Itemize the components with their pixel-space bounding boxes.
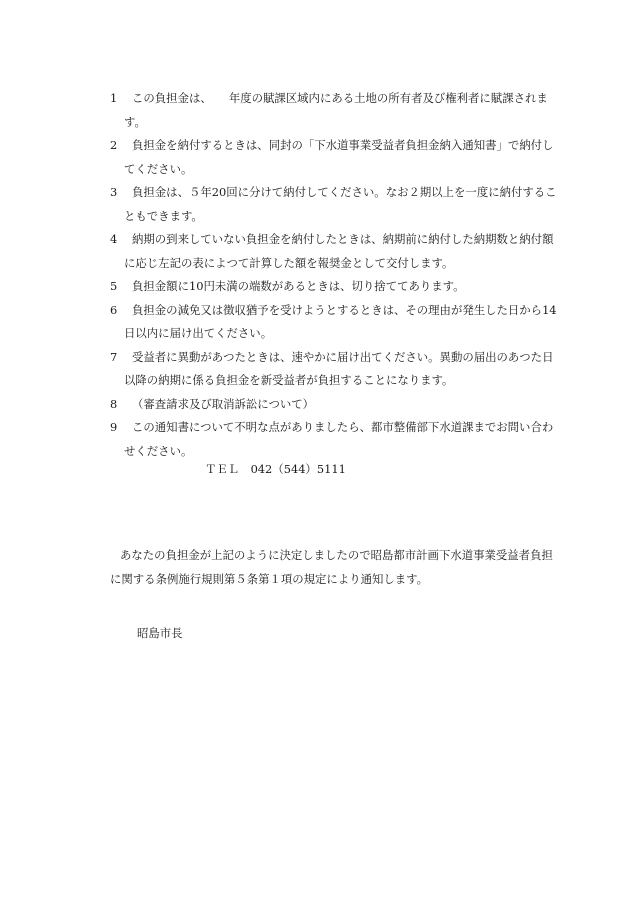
note-number: 7: [110, 349, 118, 364]
note-text: [120, 299, 584, 346]
note-item-2: [110, 134, 584, 181]
note-line: 負担金の減免又は徴収猶予を受けようとするときは、その理由が発生した日から14: [132, 302, 557, 317]
note-item-4: [110, 228, 584, 275]
note-line: 納期の到来していない負担金を納付したときは、納期前に納付した納期数と納付額: [132, 232, 554, 246]
note-line: 以降の納期に係る負担金を新受益者が負担することになります。: [124, 373, 454, 387]
note-line: 受益者に異動があつたときは、速やかに届け出てください。異動の届出のあつた日: [132, 349, 554, 364]
note-text: [120, 87, 584, 134]
note-number: 2: [110, 138, 118, 152]
note-number: 5: [110, 279, 118, 293]
note-line: す。: [124, 114, 146, 129]
note-line: 負担金を納付するときは、同封の「下水道事業受益者負担金納入通知書」で納付し: [132, 138, 554, 152]
issuer-signature: 昭島市長: [137, 626, 183, 640]
note-item-3: [110, 181, 584, 228]
note-line: に応じ左記の表によつて計算した額を報奨金として交付します。: [124, 255, 454, 270]
note-number: 6: [110, 302, 118, 317]
note-line: せください。: [124, 443, 193, 458]
note-text: [120, 416, 584, 463]
note-line: この負担金は、 年度の賦課区域内にある土地の所有者及び権利者に賦課されま: [132, 91, 548, 105]
note-line: 負担金は、５年20回に分けて納付してください。なお２期以上を一度に納付するこ: [132, 185, 557, 199]
note-number: 8: [110, 396, 118, 411]
note-text: [120, 181, 584, 228]
note-text: [120, 393, 584, 417]
notice-line: に関する条例施行規則第５条第１項の規定により通知します。: [110, 571, 429, 586]
note-item-7: [110, 346, 584, 393]
notes-list: [110, 87, 584, 463]
note-number: 4: [110, 232, 118, 246]
note-item-8: [110, 393, 584, 417]
note-number: 3: [110, 185, 118, 199]
note-text: [120, 346, 584, 393]
note-text: [120, 228, 584, 275]
note-number: 1: [110, 91, 118, 105]
note-line: 負担金額に10円未満の端数があるときは、切り捨ててあります。: [132, 279, 465, 293]
note-item-1: [110, 87, 584, 134]
notice-line: あなたの負担金が上記のように決定しましたので昭島都市計画下水道事業受益者負担: [120, 548, 553, 562]
note-text: [120, 134, 584, 181]
note-line: （審査請求及び取消訴訟について）: [132, 396, 315, 411]
note-item-9: [110, 416, 584, 463]
contact-phone: ＴＥＬ 042（544）5111: [205, 462, 346, 476]
note-line: 日以内に届け出てください。: [124, 326, 273, 340]
note-line: この通知書について不明な点がありましたら、都市整備部下水道課までお問い合わ: [132, 420, 554, 434]
note-line: ともできます。: [124, 208, 203, 223]
notice-statement: [110, 544, 590, 591]
note-line: てください。: [124, 161, 193, 176]
note-item-6: [110, 299, 584, 346]
note-number: 9: [110, 420, 118, 434]
note-item-5: [110, 275, 584, 299]
note-text: [120, 275, 584, 299]
